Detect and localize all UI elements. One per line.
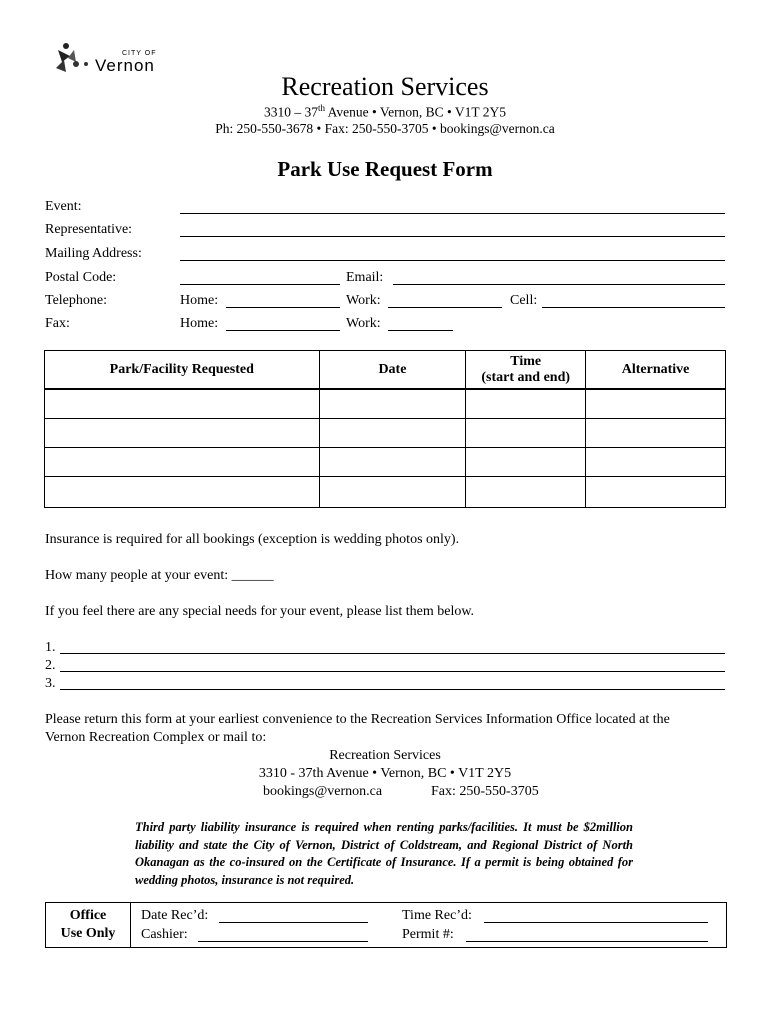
email-label: Email: [346,270,384,285]
time-cell[interactable] [466,448,586,477]
park-column-header: Park/Facility Requested [45,351,320,390]
date-cell[interactable] [319,389,466,419]
insurance-note: Insurance is required for all bookings (exception is wedding photos only). [45,532,460,547]
special-needs-prompt: If you feel there are any special needs for your event, please list them below. [45,604,475,619]
mailing-address-label: Mailing Address: [45,246,142,261]
office-use-label: Office Use Only [60,908,116,941]
liability-notice: Third party liability insurance is required when renting parks/facilities. It must be $2million liability and state the City of Vernon, District of Coldstream, and Regional District of North Okanagan as the co-insured on the Certificate of Insurance. If a permit is being obtained for wedding photos, insurance is not required. [135,820,633,887]
mailing-address-input[interactable] [180,260,725,261]
date-column-header: Date [319,351,466,390]
permit-label: Permit #: [402,927,454,942]
date-received-input[interactable] [219,922,368,923]
mail-to-email: bookings@vernon.ca [263,784,383,799]
alternative-cell[interactable] [586,477,726,508]
fax-home-input[interactable] [226,330,340,331]
form-title: Park Use Request Form [277,157,493,181]
fax-work-label: Work: [346,316,381,331]
office-use-divider [130,903,131,947]
cell-label: Cell: [510,293,538,308]
event-label: Event: [45,199,82,214]
alternative-cell[interactable] [586,419,726,448]
date-received-label: Date Rec’d: [141,908,209,923]
telephone-work-label: Work: [346,293,381,308]
park-cell[interactable] [45,448,320,477]
date-cell[interactable] [319,448,466,477]
time-received-label: Time Rec’d: [402,908,472,923]
org-address: 3310 – 37th Avenue • Vernon, BC • V1T 2Y5 [264,103,506,120]
table-row [45,389,726,419]
cell-input[interactable] [542,307,725,308]
alternative-cell[interactable] [586,448,726,477]
telephone-home-input[interactable] [226,307,340,308]
event-input[interactable] [180,213,725,214]
permit-input[interactable] [466,941,708,942]
mail-to-name: Recreation Services [329,748,441,763]
fax-work-input[interactable] [388,330,453,331]
mail-to-fax: Fax: 250-550-3705 [431,784,539,799]
table-row [45,477,726,508]
representative-input[interactable] [180,236,725,237]
telephone-label: Telephone: [45,293,107,308]
time-cell[interactable] [466,419,586,448]
return-instructions-line2: Vernon Recreation Complex or mail to: [45,730,267,745]
table-row [45,419,726,448]
logo-name: Vernon [95,56,155,75]
fax-home-label: Home: [180,316,219,331]
needs-item-input[interactable] [60,671,725,672]
needs-item-label: 1. [45,640,56,655]
return-instructions-line1: Please return this form at your earliest convenience to the Recreation Services Information Office located at the [45,712,670,727]
alternative-column-header: Alternative [586,351,726,390]
table-row [45,448,726,477]
table-header-row [45,351,726,390]
needs-item-input[interactable] [60,689,725,690]
org-contact: Ph: 250-550-3678 • Fax: 250-550-3705 • bookings@vernon.ca [215,121,555,136]
time-cell[interactable] [466,477,586,508]
email-input[interactable] [393,284,725,285]
fax-label: Fax: [45,316,70,331]
facility-table [44,350,726,508]
people-question: How many people at your event: ______ [45,568,274,583]
needs-item-label: 3. [45,676,56,691]
park-cell[interactable] [45,389,320,419]
org-title: Recreation Services [281,72,489,101]
park-cell[interactable] [45,419,320,448]
alternative-cell[interactable] [586,389,726,419]
needs-item-label: 2. [45,658,56,673]
postal-code-label: Postal Code: [45,270,117,285]
time-column-header: Time (start and end) [466,351,586,390]
postal-code-input[interactable] [180,284,340,285]
time-cell[interactable] [466,389,586,419]
time-received-input[interactable] [484,922,708,923]
telephone-home-label: Home: [180,293,219,308]
cashier-label: Cashier: [141,927,188,942]
date-cell[interactable] [319,419,466,448]
logo-small-text: CITY OF [122,50,157,57]
mail-to-address: 3310 - 37th Avenue • Vernon, BC • V1T 2Y5 [258,766,512,781]
representative-label: Representative: [45,222,133,237]
needs-item-input[interactable] [60,653,725,654]
park-cell[interactable] [45,477,320,508]
telephone-work-input[interactable] [388,307,502,308]
date-cell[interactable] [319,477,466,508]
cashier-input[interactable] [198,941,368,942]
